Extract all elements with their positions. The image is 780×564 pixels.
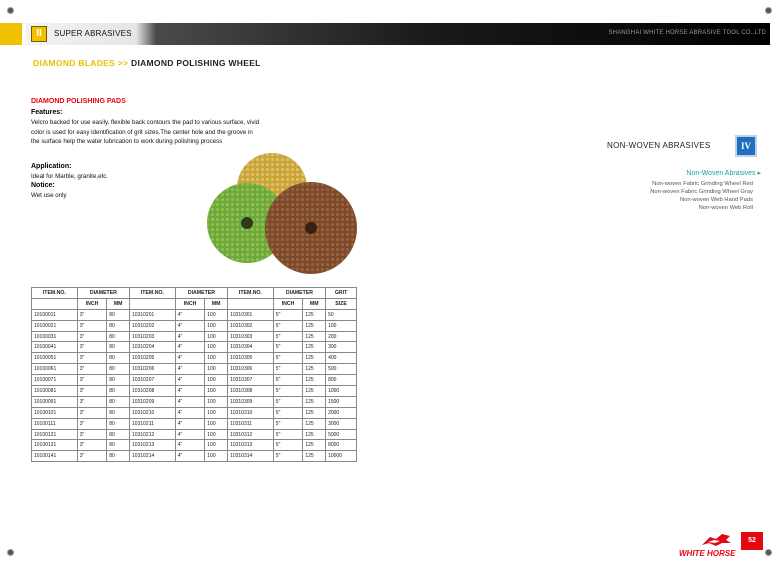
- table-cell: 125: [303, 396, 326, 407]
- table-cell: 3": [77, 418, 107, 429]
- polishing-pads-image: [205, 152, 360, 280]
- col-header-grit: GRIT: [326, 288, 357, 299]
- col-subheader-mm: MM: [303, 298, 326, 309]
- table-cell: 100: [205, 451, 228, 462]
- table-cell: 80: [107, 375, 130, 386]
- nonwoven-list-item[interactable]: Non-woven Fabric Grinding Wheel Gray: [650, 189, 753, 195]
- table-cell: 10000: [326, 451, 357, 462]
- nonwoven-category-badge: IV: [735, 135, 757, 157]
- table-cell: 80: [107, 320, 130, 331]
- application-text: Ideal for Marble, granite,etc.: [31, 173, 109, 180]
- table-cell: 5": [273, 440, 303, 451]
- table-cell: 125: [303, 440, 326, 451]
- table-cell: 10310214: [130, 451, 176, 462]
- table-cell: 100: [205, 396, 228, 407]
- table-cell: 125: [303, 407, 326, 418]
- table-cell: 3": [77, 342, 107, 353]
- table-cell: 100: [205, 418, 228, 429]
- table-cell: 5": [273, 451, 303, 462]
- table-cell: 10310303: [228, 331, 274, 342]
- table-cell: 10100011: [32, 309, 78, 320]
- table-cell: 10100091: [32, 396, 78, 407]
- table-row: [32, 386, 357, 397]
- table-cell: 100: [205, 331, 228, 342]
- table-cell: 10310204: [130, 342, 176, 353]
- col-subheader-inch: INCH: [175, 298, 205, 309]
- table-cell: 10310314: [228, 451, 274, 462]
- table-cell: 4": [175, 440, 205, 451]
- table-cell: 3": [77, 309, 107, 320]
- table-cell: 80: [107, 451, 130, 462]
- table-cell: 10100021: [32, 320, 78, 331]
- table-row: [32, 451, 357, 462]
- horse-logo-icon: [700, 531, 734, 549]
- table-cell: 5": [273, 353, 303, 364]
- table-cell: 10310212: [130, 429, 176, 440]
- table-row: [32, 429, 357, 440]
- table-cell: 4": [175, 386, 205, 397]
- table-cell: 80: [107, 396, 130, 407]
- section-badge: II: [31, 26, 47, 42]
- table-cell: 5": [273, 396, 303, 407]
- section-title: SUPER ABRASIVES: [54, 29, 132, 38]
- table-cell: 100: [205, 342, 228, 353]
- table-cell: 200: [326, 331, 357, 342]
- table-row: [32, 342, 357, 353]
- col-header-diameter: DIAMETER: [77, 288, 129, 299]
- notice-text: Wet use only: [31, 192, 67, 199]
- col-subheader-blank: [32, 298, 78, 309]
- nonwoven-link-heading[interactable]: [686, 169, 761, 177]
- table-cell: 2000: [326, 407, 357, 418]
- table-cell: 10310213: [130, 440, 176, 451]
- table-cell: 100: [205, 386, 228, 397]
- table-cell: 125: [303, 375, 326, 386]
- product-title: DIAMOND POLISHING PADS: [31, 98, 126, 105]
- table-cell: 100: [205, 440, 228, 451]
- table-cell: 125: [303, 331, 326, 342]
- table-cell: 5": [273, 309, 303, 320]
- table-cell: 125: [303, 418, 326, 429]
- nonwoven-list-item[interactable]: Non-woven Web Hand Pads: [679, 197, 753, 203]
- table-cell: 10100081: [32, 386, 78, 397]
- table-cell: 4": [175, 331, 205, 342]
- table-cell: 80: [107, 331, 130, 342]
- table-row: [32, 418, 357, 429]
- table-cell: 80: [107, 342, 130, 353]
- spec-table: [31, 287, 357, 462]
- table-cell: 4": [175, 320, 205, 331]
- table-cell: 10100131: [32, 440, 78, 451]
- col-header-item-no: ITEM.NO.: [228, 288, 274, 299]
- company-name: SHANGHAI WHITE HORSE ABRASIVE TOOL CO.,LTD: [608, 30, 766, 36]
- col-subheader-inch: INCH: [77, 298, 107, 309]
- table-cell: 10310309: [228, 396, 274, 407]
- nonwoven-list: [650, 180, 753, 212]
- col-subheader-blank: [130, 298, 176, 309]
- table-cell: 10100111: [32, 418, 78, 429]
- table-cell: 10310302: [228, 320, 274, 331]
- yellow-tab: [0, 23, 22, 45]
- corner-dot: [765, 549, 772, 556]
- col-subheader-size: SIZE: [326, 298, 357, 309]
- table-cell: 3": [77, 386, 107, 397]
- col-header-item-no: ITEM.NO.: [130, 288, 176, 299]
- table-cell: 80: [107, 429, 130, 440]
- table-cell: 5": [273, 320, 303, 331]
- table-cell: 1000: [326, 386, 357, 397]
- nonwoven-category-label: NON-WOVEN ABRASIVES: [607, 141, 711, 150]
- table-cell: 100: [205, 309, 228, 320]
- table-cell: 300: [326, 342, 357, 353]
- table-cell: 10100031: [32, 331, 78, 342]
- table-cell: 5": [273, 386, 303, 397]
- table-cell: 10310313: [228, 440, 274, 451]
- table-cell: 4": [175, 375, 205, 386]
- table-cell: 4": [175, 451, 205, 462]
- table-row: [32, 375, 357, 386]
- nonwoven-list-item[interactable]: Non-woven Fabric Grinding Wheel Red: [652, 181, 753, 187]
- table-cell: 8000: [326, 440, 357, 451]
- table-cell: 125: [303, 429, 326, 440]
- table-header-row: [32, 288, 357, 299]
- table-cell: 10310208: [130, 386, 176, 397]
- table-cell: 10310210: [130, 407, 176, 418]
- table-cell: 3": [77, 407, 107, 418]
- spec-table-body: [32, 309, 357, 461]
- table-cell: 80: [107, 440, 130, 451]
- table-cell: 125: [303, 364, 326, 375]
- table-cell: 10310312: [228, 429, 274, 440]
- table-row: [32, 320, 357, 331]
- col-subheader-mm: MM: [205, 298, 228, 309]
- table-cell: 4": [175, 309, 205, 320]
- table-cell: 3": [77, 364, 107, 375]
- table-cell: 4": [175, 429, 205, 440]
- table-cell: 10310310: [228, 407, 274, 418]
- table-cell: 10310206: [130, 364, 176, 375]
- table-cell: 80: [107, 418, 130, 429]
- table-cell: 125: [303, 353, 326, 364]
- table-cell: 10310311: [228, 418, 274, 429]
- table-cell: 10310301: [228, 309, 274, 320]
- table-cell: 3": [77, 353, 107, 364]
- table-row: [32, 407, 357, 418]
- table-cell: 400: [326, 353, 357, 364]
- table-cell: 10310202: [130, 320, 176, 331]
- col-subheader-blank: [228, 298, 274, 309]
- table-cell: 125: [303, 320, 326, 331]
- table-cell: 125: [303, 451, 326, 462]
- arrow-right-icon: ▸: [757, 170, 761, 177]
- table-cell: 125: [303, 309, 326, 320]
- col-header-item-no: ITEM.NO.: [32, 288, 78, 299]
- table-cell: 10310305: [228, 353, 274, 364]
- table-cell: 10100121: [32, 429, 78, 440]
- table-cell: 10310207: [130, 375, 176, 386]
- table-cell: 3000: [326, 418, 357, 429]
- table-cell: 10100051: [32, 353, 78, 364]
- table-cell: 80: [107, 386, 130, 397]
- table-cell: 4": [175, 342, 205, 353]
- table-cell: 125: [303, 386, 326, 397]
- table-cell: 100: [205, 375, 228, 386]
- table-cell: 100: [205, 429, 228, 440]
- brown-pad: [265, 182, 357, 274]
- breadcrumb: [33, 58, 261, 68]
- table-cell: 10100101: [32, 407, 78, 418]
- table-row: [32, 331, 357, 342]
- features-heading: Features:: [31, 109, 63, 116]
- table-row: [32, 396, 357, 407]
- table-cell: 10100061: [32, 364, 78, 375]
- corner-dot: [7, 549, 14, 556]
- corner-dot: [7, 7, 14, 14]
- col-header-diameter: DIAMETER: [273, 288, 325, 299]
- table-subheader-row: [32, 298, 357, 309]
- table-cell: 5": [273, 429, 303, 440]
- table-cell: 4": [175, 353, 205, 364]
- table-cell: 10310201: [130, 309, 176, 320]
- table-cell: 80: [107, 309, 130, 320]
- table-cell: 10100141: [32, 451, 78, 462]
- col-subheader-mm: MM: [107, 298, 130, 309]
- table-row: [32, 353, 357, 364]
- table-cell: 4": [175, 418, 205, 429]
- table-cell: 10310205: [130, 353, 176, 364]
- col-subheader-inch: INCH: [273, 298, 303, 309]
- table-cell: 100: [326, 320, 357, 331]
- col-header-diameter: DIAMETER: [175, 288, 227, 299]
- table-cell: 5": [273, 418, 303, 429]
- table-cell: 10310209: [130, 396, 176, 407]
- table-row: [32, 309, 357, 320]
- breadcrumb-parent-link[interactable]: DIAMOND BLADES: [33, 58, 116, 68]
- table-cell: 50: [326, 309, 357, 320]
- table-cell: 3": [77, 440, 107, 451]
- table-cell: 3": [77, 320, 107, 331]
- breadcrumb-current: DIAMOND POLISHING WHEEL: [131, 58, 261, 68]
- table-cell: 4": [175, 407, 205, 418]
- table-cell: 5000: [326, 429, 357, 440]
- table-cell: 5": [273, 407, 303, 418]
- table-cell: 10100071: [32, 375, 78, 386]
- table-cell: 3": [77, 396, 107, 407]
- table-cell: 80: [107, 353, 130, 364]
- table-cell: 5": [273, 375, 303, 386]
- nonwoven-link-label: Non-Woven Abrasives: [686, 170, 756, 177]
- table-cell: 125: [303, 342, 326, 353]
- table-cell: 100: [205, 320, 228, 331]
- table-cell: 10310211: [130, 418, 176, 429]
- table-cell: 5": [273, 342, 303, 353]
- brand-logo: WHITE HORSE: [679, 549, 736, 558]
- table-cell: 5": [273, 364, 303, 375]
- table-cell: 80: [107, 364, 130, 375]
- table-cell: 100: [205, 407, 228, 418]
- table-cell: 10310304: [228, 342, 274, 353]
- table-cell: 10310306: [228, 364, 274, 375]
- corner-dot: [765, 7, 772, 14]
- table-cell: 3": [77, 375, 107, 386]
- table-cell: 100: [205, 364, 228, 375]
- table-cell: 800: [326, 375, 357, 386]
- nonwoven-list-item[interactable]: Non-woven Web Roll: [698, 205, 753, 211]
- notice-heading: Notice:: [31, 182, 55, 189]
- table-cell: 10310308: [228, 386, 274, 397]
- table-cell: 4": [175, 396, 205, 407]
- table-cell: 10100041: [32, 342, 78, 353]
- table-cell: 100: [205, 353, 228, 364]
- page-number: 52: [741, 532, 763, 550]
- table-row: [32, 364, 357, 375]
- table-cell: 80: [107, 407, 130, 418]
- table-cell: 500: [326, 364, 357, 375]
- table-cell: 3": [77, 451, 107, 462]
- table-cell: 10310307: [228, 375, 274, 386]
- features-text: Velcro backed for use easily, flexible back contours the pad to various surface, vivid color is used for easy identification of grit sizes.The center hole and the groove in the surface help the water lubrication to work during polishing process: [31, 119, 260, 145]
- table-cell: 10310203: [130, 331, 176, 342]
- application-heading: Application:: [31, 163, 72, 170]
- table-cell: 4": [175, 364, 205, 375]
- table-row: [32, 440, 357, 451]
- table-cell: 3": [77, 331, 107, 342]
- breadcrumb-separator: >>: [117, 58, 129, 68]
- table-cell: 3": [77, 429, 107, 440]
- table-cell: 5": [273, 331, 303, 342]
- table-cell: 1500: [326, 396, 357, 407]
